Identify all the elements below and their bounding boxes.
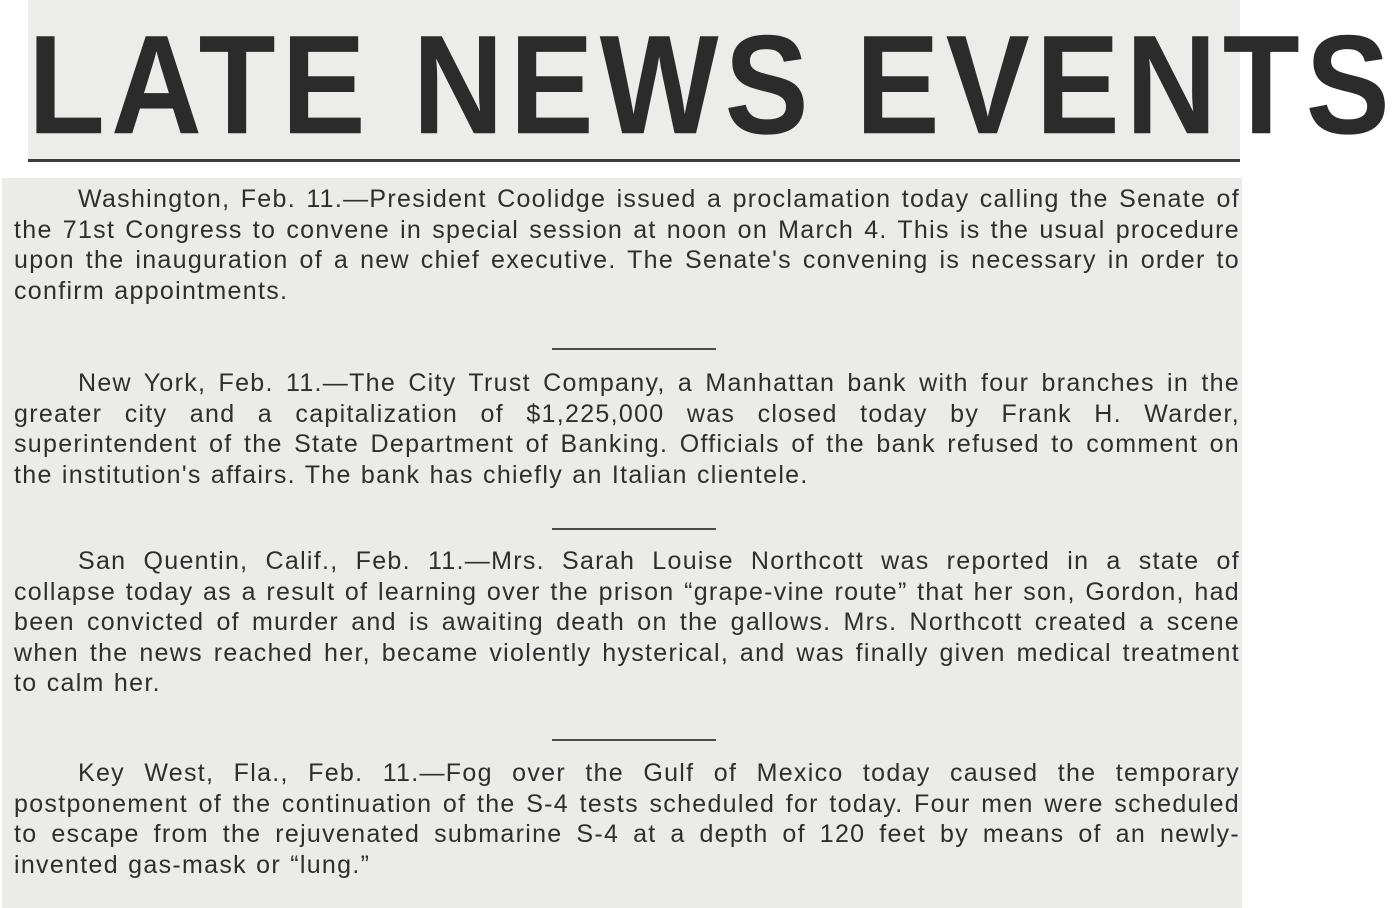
news-item-new-york: New York, Feb. 11.—The City Trust Company, a Manhattan bank with four branches in the greater city and a capitalization of $1,225,000 was closed today by Frank H. Warder, superintendent of the State Department of Banking. Officials of the bank refused to comment on the institution's affairs. The bank has chiefly an Italian clientele. [14,369,1240,489]
news-item-key-west: Key West, Fla., Feb. 11.—Fog over the Gulf of Mexico today caused the temporary postponement of the continuation of the S-4 tests scheduled for today. Four men were scheduled to escape from the rejuvenated submarine S-4 at a depth of 120 feet by means of an newly-invented gas-mask or “lung.” [14,759,1240,879]
headline-box [28,0,1396,164]
news-item-washington: Washington, Feb. 11.—President Coolidge issued a proclamation today calling the Senate of the 71st Congress to convene in special session at noon on March 4. This is the usual procedure upon the inauguration of a new chief executive. The Senate's convening is necessary in order to confirm appointments. [14,185,1240,305]
section-divider [552,739,716,741]
section-divider [552,528,716,530]
section-divider [552,348,716,350]
headline: LATE NEWS EVENTS [28,5,1396,164]
news-item-san-quentin: San Quentin, Calif., Feb. 11.—Mrs. Sarah Louise Northcott was reported in a state of collapse today as a result of learning over the prison “grape-vine route” that her son, Gordon, had been convicted of murder and is awaiting death on the gallows. Mrs. Northcott created a scene when the news reached her, became violently hysterical, and was finally given medical treatment to calm her. [14,547,1240,697]
news-column [2,178,1242,908]
